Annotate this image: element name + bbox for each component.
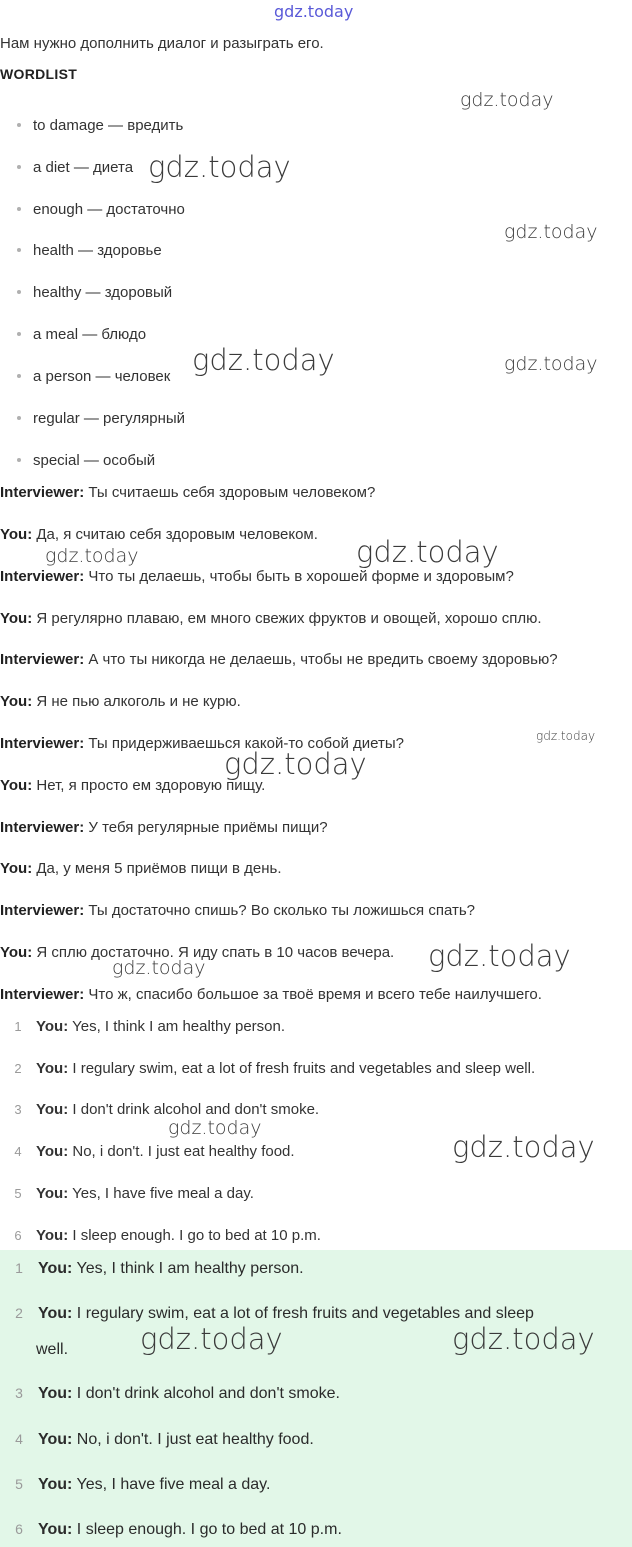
speaker-label: You: bbox=[38, 1385, 73, 1402]
highlighted-answer-item bbox=[0, 1476, 270, 1494]
answer-item bbox=[0, 1060, 535, 1077]
answer-text: Yes, I have five meal a day. bbox=[72, 1476, 271, 1493]
answer-number: 6 bbox=[15, 1521, 23, 1537]
answer-text: I don't drink alcohol and don't smoke. bbox=[68, 1101, 320, 1118]
watermark: gdz.today bbox=[192, 343, 335, 377]
answer-number: 4 bbox=[15, 1431, 23, 1447]
answer-text: Yes, I have five meal a day. bbox=[68, 1185, 254, 1202]
speaker-label: Interviewer: bbox=[0, 902, 85, 919]
watermark: gdz.today bbox=[140, 1322, 283, 1356]
speaker-label: You: bbox=[38, 1431, 73, 1448]
watermark: gdz.today bbox=[452, 1322, 595, 1356]
answer-text: I regulary swim, eat a lot of fresh fruits and vegetables and sleep bbox=[72, 1305, 534, 1322]
answer-item bbox=[0, 1227, 321, 1244]
bullet-icon bbox=[17, 165, 21, 169]
answer-text: I sleep enough. I go to bed at 10 p.m. bbox=[72, 1521, 342, 1538]
dialogue-text: Нет, я просто ем здоровую пищу. bbox=[32, 777, 266, 794]
wordlist-item: regular — регулярный bbox=[17, 410, 185, 427]
speaker-label: You: bbox=[0, 610, 33, 627]
speaker-label: You: bbox=[36, 1101, 69, 1118]
dialogue-line bbox=[0, 819, 328, 836]
dialogue-text: Я не пью алкоголь и не курю. bbox=[32, 693, 241, 710]
site-logo[interactable]: gdz.today bbox=[274, 2, 354, 21]
answer-number: 4 bbox=[14, 1144, 22, 1159]
answer-text: I sleep enough. I go to bed at 10 p.m. bbox=[68, 1227, 321, 1244]
highlighted-answer-item bbox=[0, 1521, 342, 1539]
speaker-label: Interviewer: bbox=[0, 735, 85, 752]
answer-number: 3 bbox=[14, 1102, 22, 1117]
speaker-label: You: bbox=[36, 1018, 69, 1035]
dialogue-text: А что ты никогда не делаешь, чтобы не вредить своему здоровью? bbox=[84, 651, 558, 668]
wordlist-item: enough — достаточно bbox=[17, 201, 185, 218]
bullet-icon bbox=[17, 374, 21, 378]
wordlist-item: special — особый bbox=[17, 452, 155, 469]
speaker-label: You: bbox=[0, 777, 33, 794]
highlighted-answer-item bbox=[0, 1305, 534, 1323]
speaker-label: You: bbox=[38, 1305, 73, 1322]
answer-number: 1 bbox=[14, 1019, 22, 1034]
answer-item bbox=[0, 1018, 285, 1035]
bullet-icon bbox=[17, 416, 21, 420]
dialogue-text: Ты придерживаешься какой-то собой диеты? bbox=[84, 735, 404, 752]
answer-number: 1 bbox=[15, 1260, 23, 1276]
dialogue-text: Да, у меня 5 приёмов пищи в день. bbox=[32, 860, 282, 877]
dialogue-line bbox=[0, 902, 475, 919]
speaker-label: Interviewer: bbox=[0, 568, 85, 585]
watermark: gdz.today bbox=[112, 957, 206, 979]
dialogue-text: Я сплю достаточно. Я иду спать в 10 часов вечера. bbox=[32, 944, 395, 961]
watermark: gdz.today bbox=[224, 747, 367, 781]
speaker-label: You: bbox=[0, 860, 33, 877]
dialogue-line bbox=[0, 860, 282, 877]
watermark: gdz.today bbox=[356, 535, 499, 569]
dialogue-line bbox=[0, 986, 542, 1003]
dialogue-text: Что ж, спасибо большое за твоё время и всего тебе наилучшего. bbox=[84, 986, 542, 1003]
bullet-icon bbox=[17, 248, 21, 252]
highlighted-answer-item bbox=[0, 1431, 314, 1449]
dialogue-line bbox=[0, 526, 318, 543]
bullet-icon bbox=[17, 332, 21, 336]
bullet-icon bbox=[17, 290, 21, 294]
answer-number: 5 bbox=[15, 1476, 23, 1492]
watermark: gdz.today bbox=[148, 150, 291, 184]
answer-text: No, i don't. I just eat healthy food. bbox=[68, 1143, 295, 1160]
dialogue-line bbox=[0, 651, 558, 668]
watermark: gdz.today bbox=[504, 353, 598, 375]
wordlist-item: health — здоровье bbox=[17, 242, 162, 259]
dialogue-text: Да, я считаю себя здоровым человеком. bbox=[32, 526, 318, 543]
speaker-label: Interviewer: bbox=[0, 484, 85, 501]
answer-number: 2 bbox=[14, 1061, 22, 1076]
answer-text: I don't drink alcohol and don't smoke. bbox=[72, 1385, 340, 1402]
answer-item bbox=[0, 1143, 295, 1160]
speaker-label: Interviewer: bbox=[0, 986, 85, 1003]
highlighted-answer-item bbox=[0, 1260, 304, 1278]
wordlist-item: a diet — диета bbox=[17, 159, 133, 176]
speaker-label: You: bbox=[38, 1260, 73, 1277]
bullet-icon bbox=[17, 123, 21, 127]
dialogue-line bbox=[0, 693, 241, 710]
answer-text-continuation: well. bbox=[36, 1341, 69, 1358]
answer-number: 3 bbox=[15, 1385, 23, 1401]
watermark: gdz.today bbox=[168, 1117, 262, 1139]
answer-item bbox=[0, 1101, 319, 1118]
speaker-label: You: bbox=[36, 1143, 69, 1160]
speaker-label: You: bbox=[38, 1521, 73, 1538]
speaker-label: You: bbox=[36, 1227, 69, 1244]
speaker-label: You: bbox=[36, 1185, 69, 1202]
watermark: gdz.today bbox=[45, 545, 139, 567]
bullet-icon bbox=[17, 458, 21, 462]
watermark: gdz.today bbox=[428, 939, 571, 973]
answer-number: 2 bbox=[15, 1305, 23, 1321]
dialogue-line bbox=[0, 484, 375, 501]
watermark: gdz.today bbox=[452, 1130, 595, 1164]
wordlist-item: to damage — вредить bbox=[17, 117, 183, 134]
wordlist-heading: WORDLIST bbox=[0, 66, 78, 82]
dialogue-text: Ты достаточно спишь? Во сколько ты ложишься спать? bbox=[84, 902, 476, 919]
speaker-label: Interviewer: bbox=[0, 651, 85, 668]
answer-text: Yes, I think I am healthy person. bbox=[68, 1018, 286, 1035]
speaker-label: You: bbox=[36, 1060, 69, 1077]
speaker-label: You: bbox=[38, 1476, 73, 1493]
speaker-label: You: bbox=[0, 944, 33, 961]
answer-text: Yes, I think I am healthy person. bbox=[72, 1260, 304, 1277]
answer-number: 5 bbox=[14, 1186, 22, 1201]
dialogue-text: Я регулярно плаваю, ем много свежих фруктов и овощей, хорошо сплю. bbox=[32, 610, 542, 627]
dialogue-text: У тебя регулярные приёмы пищи? bbox=[84, 819, 328, 836]
answer-number: 6 bbox=[14, 1228, 22, 1243]
task-intro: Нам нужно дополнить диалог и разыграть его. bbox=[0, 35, 324, 52]
wordlist-item: a meal — блюдо bbox=[17, 326, 146, 343]
dialogue-line bbox=[0, 610, 542, 627]
speaker-label: Interviewer: bbox=[0, 819, 85, 836]
watermark: gdz.today bbox=[460, 89, 554, 111]
speaker-label: You: bbox=[0, 693, 33, 710]
speaker-label: You: bbox=[0, 526, 33, 543]
answer-text: I regulary swim, eat a lot of fresh fruits and vegetables and sleep well. bbox=[68, 1060, 536, 1077]
wordlist-item: healthy — здоровый bbox=[17, 284, 172, 301]
bullet-icon bbox=[17, 207, 21, 211]
answer-item bbox=[0, 1185, 254, 1202]
answer-text: No, i don't. I just eat healthy food. bbox=[72, 1431, 314, 1448]
dialogue-text: Ты считаешь себя здоровым человеком? bbox=[84, 484, 376, 501]
highlighted-answer-item bbox=[0, 1385, 340, 1403]
dialogue-text: Что ты делаешь, чтобы быть в хорошей форме и здоровым? bbox=[84, 568, 514, 585]
watermark: gdz.today bbox=[536, 729, 596, 743]
watermark: gdz.today bbox=[504, 221, 598, 243]
dialogue-line bbox=[0, 568, 514, 585]
wordlist-item: a person — человек bbox=[17, 368, 170, 385]
